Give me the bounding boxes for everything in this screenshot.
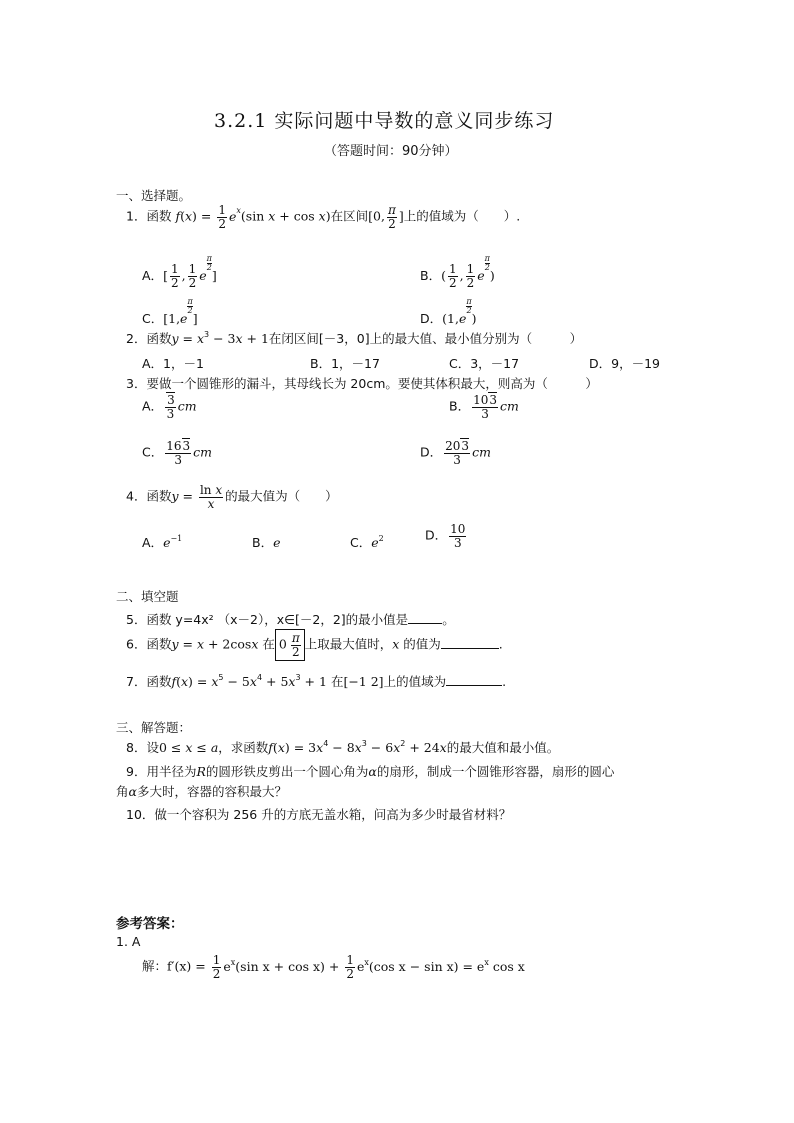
- q2-option-a: A．1，－1: [142, 356, 204, 371]
- question-7: 7．函数$f(x) = x^5 - 5x^4 + 5x^3 + 1$ 在[−1 2]上的值域为 .: [126, 673, 507, 689]
- question-5: 5．函数 y=4x² （x－2），x∈[－2，2]的最小值是 。: [126, 612, 455, 627]
- q4-option-c: C．$e^2$: [350, 534, 384, 550]
- page-subtitle: （答题时间：90分钟）: [324, 144, 458, 159]
- q1-number: 1．: [126, 208, 147, 224]
- question-10: 10．做一个容积为 256 升的方底无盖水箱，问高为多少时最省材料？: [126, 807, 512, 822]
- q1-option-a: A．[ $\frac{1}{2}$ , $\frac{1}{2}$ e $\frac{\pi}{2}$ ]: [142, 254, 217, 290]
- q3-option-d: D． $\frac{203}{3}$ cm: [420, 439, 491, 467]
- q2-option-b: B．1，－17: [310, 356, 380, 371]
- answer-1-solution: 解：f′(x) = $\frac{1}{2}$ $e^x(\sin$ x + cos x) + $\frac{1}{2}$ $e^x(\cos$ $x - \sin x) = e^x$ cos x: [142, 953, 525, 981]
- q2-option-c: C．3，－17: [449, 356, 520, 371]
- q4-option-d: D． $\frac{10}{3}$: [425, 522, 466, 550]
- q1-post: 上的值域为（ ）.: [403, 208, 521, 224]
- q1-mid: 在区间: [330, 208, 369, 224]
- question-9-line-1: 9．用半径为R的圆形铁皮剪出一个圆心角为α的扇形，制成一个圆锥形容器，扇形的圆心: [126, 764, 615, 779]
- question-4: 4．函数y = $\frac{\text{ln x}}{x}$ 的最大值为（ ）: [126, 483, 338, 511]
- answer-1: 1. A: [116, 934, 141, 949]
- question-6: 6．函数y = x + 2cosx 在 0 $\frac{\pi}{2}$ 上取最大值时，x 的值为 .: [126, 629, 503, 661]
- q3-option-c: C． $\frac{163}{3}$ cm: [142, 439, 213, 467]
- q1-option-d: D．(1,e $\frac{\pi}{2}$ ): [420, 297, 477, 326]
- q3-option-b: B． $\frac{103}{3}$ cm: [449, 393, 519, 421]
- question-9-line-2: 角α多大时，容器的容积最大？: [116, 784, 287, 799]
- section-solve: 三、解答题：: [116, 720, 192, 735]
- question-1: 1．函数 f(x) = $\frac{1}{2}$ $e^x(\sin$ x + cos x)在区间[0, $\frac{\pi}{2}$ ]上的值域为（ ）.: [126, 203, 521, 231]
- q4-option-b: B．e: [252, 535, 281, 550]
- page-title: 3.2.1 实际问题中导数的意义同步练习: [214, 110, 555, 132]
- question-2: 2．函数$y = x^3 - 3x + 1$在闭区间[－3，0]上的最大值、最小值分别为（ ）: [126, 330, 583, 346]
- q3-option-a: A． $\frac{3}{3}$ cm: [142, 393, 197, 421]
- q4-option-a: A．$e^{-1}$: [142, 534, 183, 550]
- q2-option-d: D．9，－19: [589, 356, 660, 371]
- section-fill: 二、填空题: [116, 589, 179, 604]
- section-choice: 一、选择题。: [116, 188, 192, 203]
- q1-option-c: C．[1,e $\frac{\pi}{2}$ ]: [142, 297, 198, 326]
- q1-formula: f: [175, 208, 181, 224]
- q1-pre: 函数: [146, 208, 172, 224]
- question-8: 8．设0 ≤ x ≤ a，求函数$f(x) = 3x^4 - 8x^3 - 6x^2 + 24x$的最大值和最小值。: [126, 739, 560, 755]
- question-3: 3．要做一个圆锥形的漏斗，其母线长为 20cm。要使其体积最大，则高为（ ）: [126, 376, 598, 391]
- answers-heading: 参考答案：: [116, 916, 184, 932]
- q1-option-b: B．( $\frac{1}{2}$ , $\frac{1}{2}$ e $\frac{\pi}{2}$ ): [420, 254, 495, 290]
